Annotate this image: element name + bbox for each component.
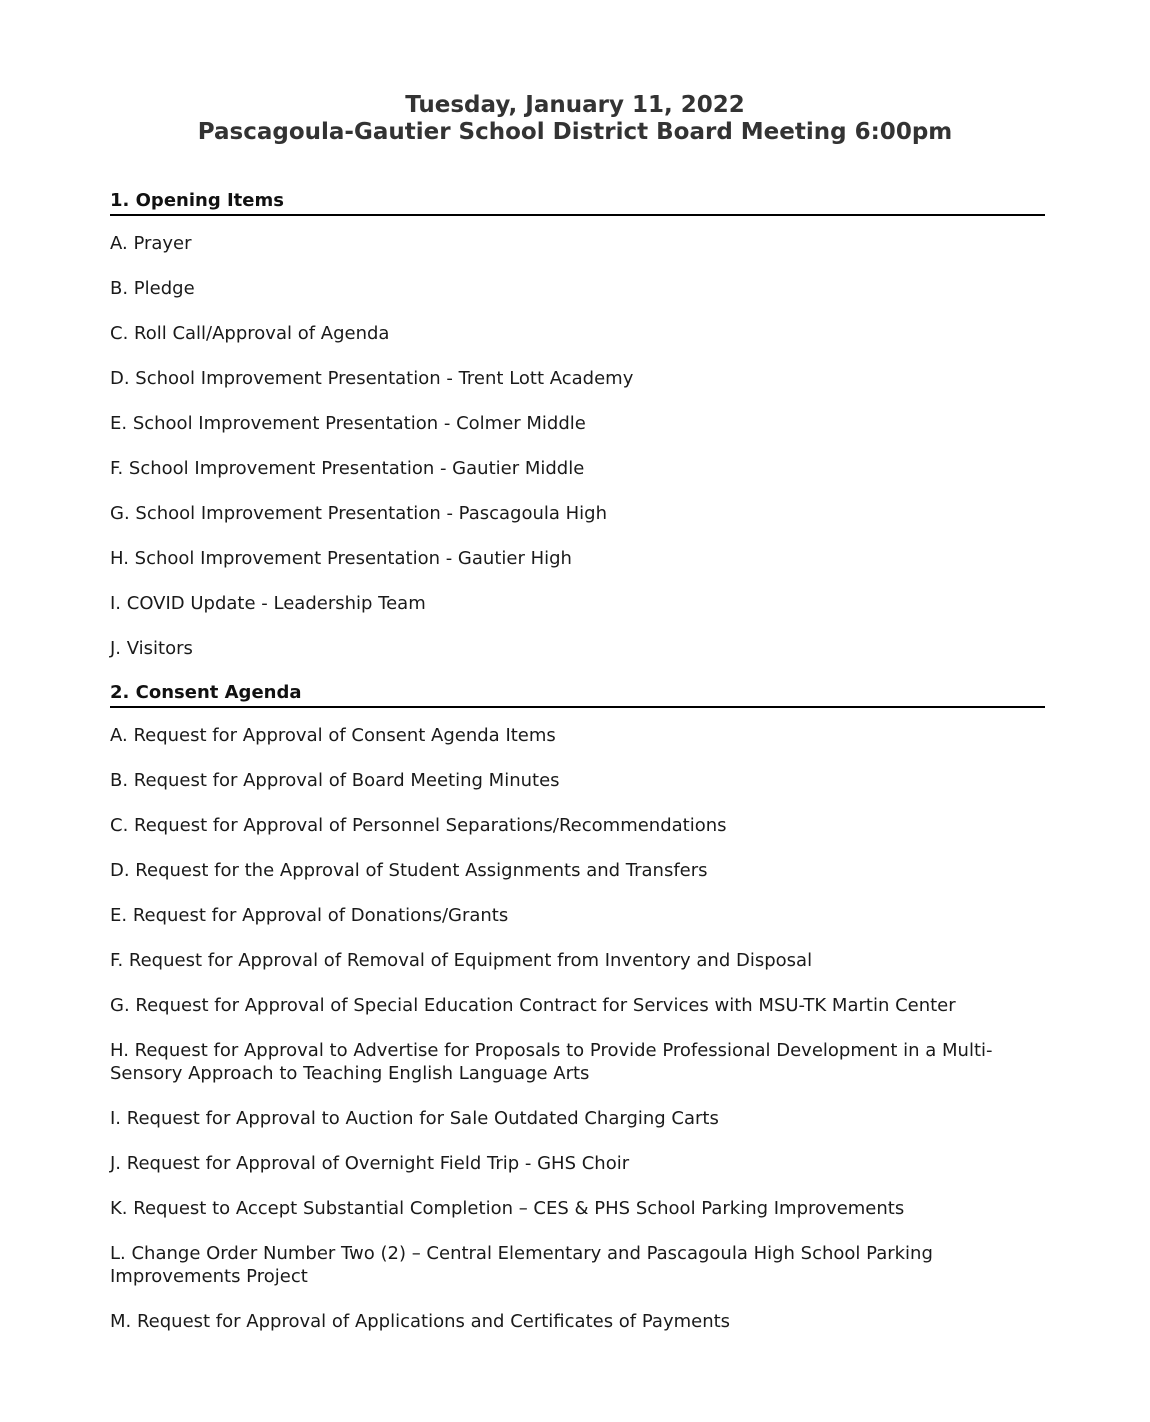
agenda-item: M. Request for Approval of Applications and Certificates of Payments [110, 1311, 731, 1332]
agenda-item: F. Request for Approval of Removal of Equipment from Inventory and Disposal [110, 950, 813, 971]
agenda-item: H. School Improvement Presentation - Gautier High [110, 548, 572, 569]
document-header [0, 92, 1150, 146]
agenda-item: A. Request for Approval of Consent Agenda Items [110, 725, 556, 746]
agenda-item: D. Request for the Approval of Student Assignments and Transfers [110, 860, 708, 881]
section-consent-agenda [110, 682, 1045, 1333]
agenda-item: J. Request for Approval of Overnight Field Trip - GHS Choir [110, 1153, 630, 1174]
agenda-item: C. Request for Approval of Personnel Separations/Recommendations [110, 815, 727, 836]
agenda-item: G. Request for Approval of Special Education Contract for Services with MSU-TK Martin Center [110, 995, 956, 1016]
agenda-item: E. School Improvement Presentation - Colmer Middle [110, 413, 586, 434]
agenda-list [110, 724, 1045, 1333]
agenda-item: G. School Improvement Presentation - Pascagoula High [110, 503, 608, 524]
agenda-item: D. School Improvement Presentation - Trent Lott Academy [110, 368, 634, 389]
agenda-item: A. Prayer [110, 233, 192, 254]
agenda-content [110, 190, 1045, 1333]
agenda-item: B. Request for Approval of Board Meeting Minutes [110, 770, 560, 791]
agenda-item: F. School Improvement Presentation - Gautier Middle [110, 458, 585, 479]
agenda-item: H. Request for Approval to Advertise for Proposals to Provide Professional Development in a Multi-Sensory Approach to Teaching English Language Arts [110, 1040, 993, 1084]
agenda-item: L. Change Order Number Two (2) – Central Elementary and Pascagoula High School Parking Improvements Project [110, 1243, 933, 1287]
agenda-item: I. COVID Update - Leadership Team [110, 593, 426, 614]
agenda-list [110, 232, 1045, 660]
meeting-date: Tuesday, January 11, 2022 [405, 92, 745, 118]
section-heading: 1. Opening Items [110, 190, 1045, 216]
meeting-title: Pascagoula-Gautier School District Board Meeting 6:00pm [197, 119, 953, 145]
agenda-item: I. Request for Approval to Auction for Sale Outdated Charging Carts [110, 1108, 719, 1129]
agenda-item: B. Pledge [110, 278, 195, 299]
agenda-item: J. Visitors [110, 638, 193, 659]
agenda-item: C. Roll Call/Approval of Agenda [110, 323, 390, 344]
agenda-item: E. Request for Approval of Donations/Grants [110, 905, 509, 926]
agenda-item: K. Request to Accept Substantial Completion – CES & PHS School Parking Improvements [110, 1198, 905, 1219]
section-heading: 2. Consent Agenda [110, 682, 1045, 708]
section-opening-items [110, 190, 1045, 660]
